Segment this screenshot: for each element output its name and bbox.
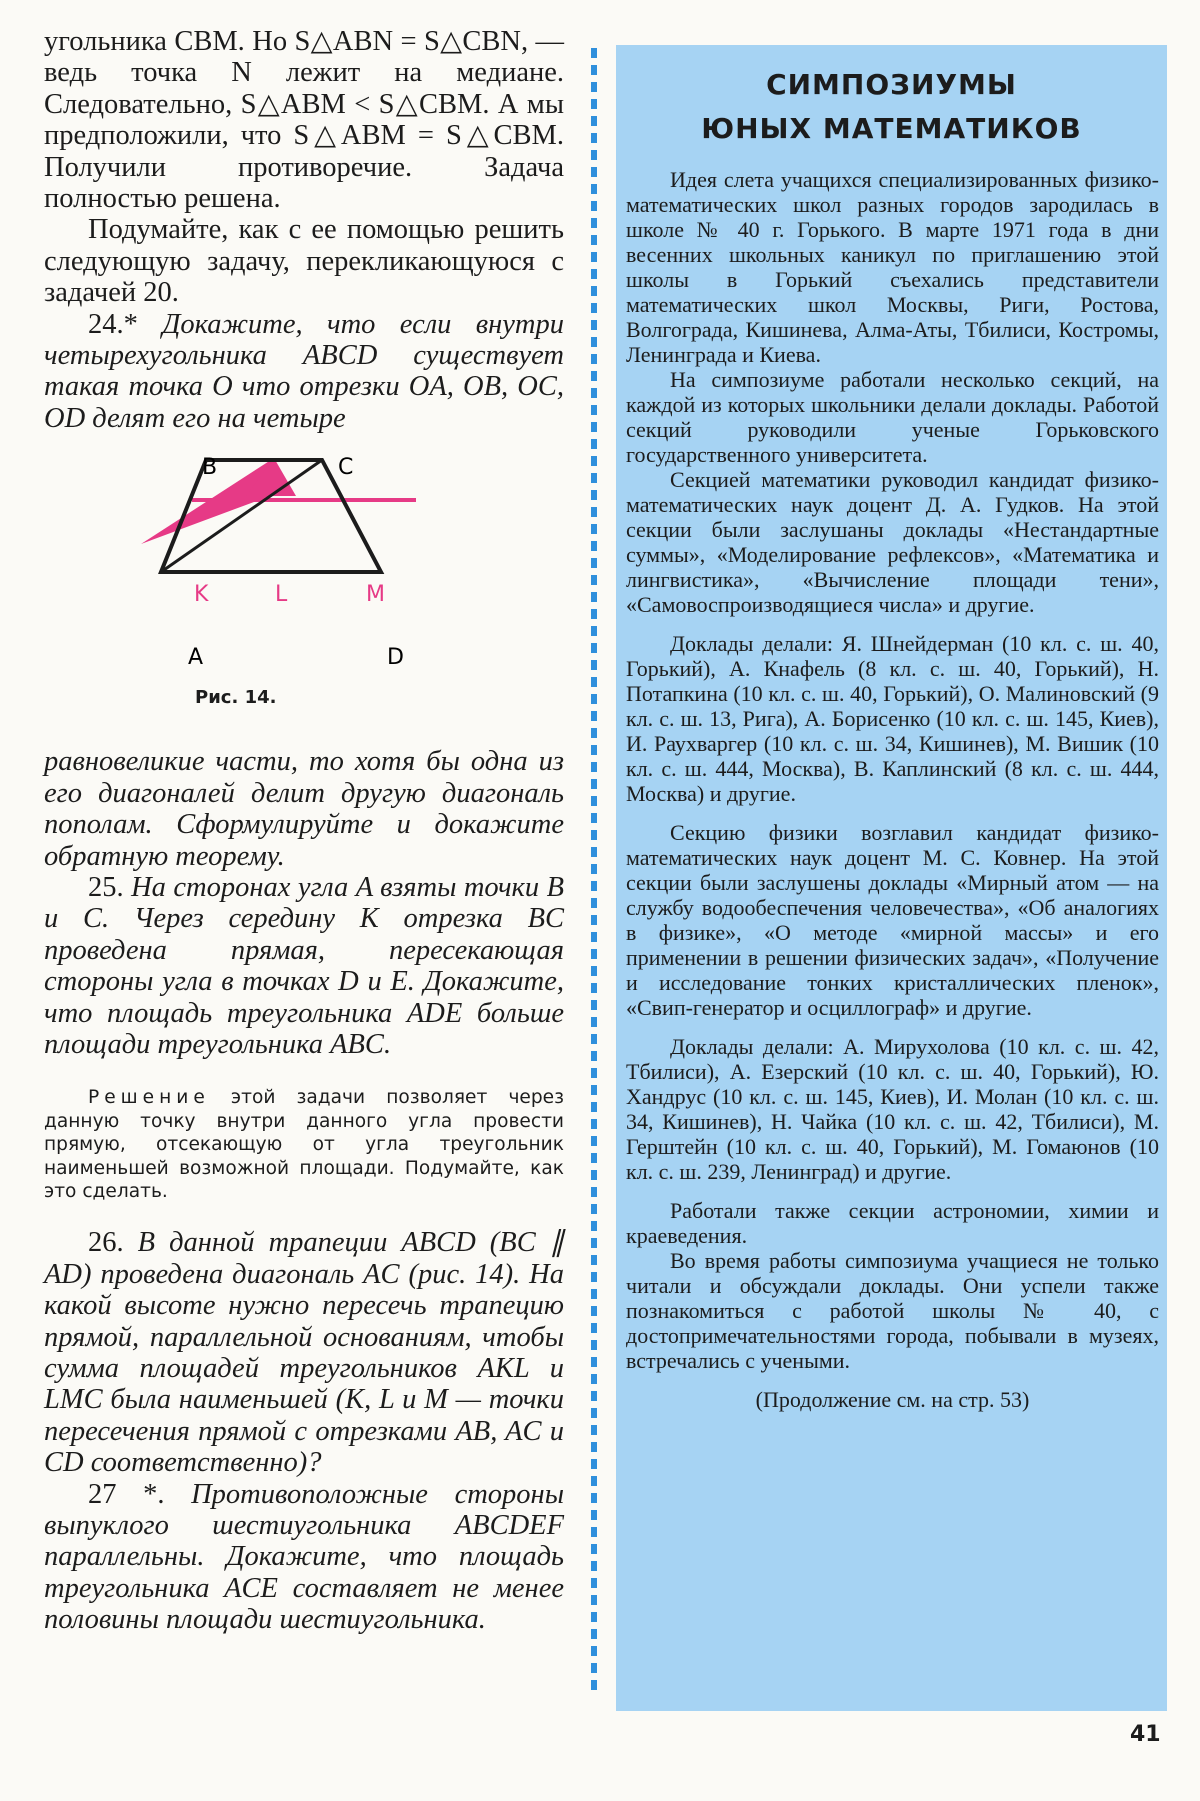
- panel-paragraph: Доклады делали: Я. Шнейдерман (10 кл. с. ш. 40, Горький), А. Кнафель (8 кл. с. ш. 40, Горький), Н. Потапкина (10 кл. с. ш. 40, Горький), О. Малиновский (9 кл. с. ш. 13, Рига), А. Борисенко (10 кл. с. ш. 145, Киев), И. Раухваргер (10 кл. с. ш. 34, Кишинев), М. Вишик (10 кл. с. ш. 444, Москва), В. Каплинский (8 кл. с. ш. 444, Москва) и другие.: [626, 631, 1159, 806]
- problem-27-number: 27 *.: [88, 1478, 165, 1510]
- problem-24-text: Докажите, что если внутри четырехугольника ABCD существует такая точка O что отрезки OA, OB, OC, OD делят его на четыре: [44, 308, 565, 434]
- label-k: K: [194, 582, 209, 608]
- panel-paragraph: Идея слета учащихся специализированных физико-математических школ разных городов зародилась в школе № 40 г. Горького. В марте 1971 года в дни весенних школьных каникул по приглашению этой школы в Горький съехались представители математических школ Москвы, Риги, Ростова, Волгограда, Кишинева, Алма-Аты, Тбилиси, Костромы, Ленинграда и Киева.: [626, 167, 1159, 367]
- page-number: 41: [1130, 1722, 1161, 1747]
- problem-24-number: 24.*: [88, 308, 138, 340]
- problem-26-text: В данной трапеции ABCD (BC ∥ AD) проведена диагональ AC (рис. 14). На какой высоте нужно пересечь трапецию прямой, параллельной основаниям, чтобы сумма площадей треугольников AKL и LMC была наименьшей (K, L и M — точки пересечения прямой с отрезками AB, AC и CD соответственно)?: [44, 1227, 565, 1479]
- problem-24: [44, 309, 564, 435]
- panel-title: [616, 63, 1167, 151]
- panel-title-line2: ЮНЫХ МАТЕМАТИКОВ: [701, 112, 1082, 145]
- solution-text: этой задачи позволяет через данную точку внутри данного угла провести прямую, отсекающую от угла треугольник наименьшей возможной площади. Подумайте, как это сделать.: [44, 1087, 564, 1202]
- problem-25-number: 25.: [88, 871, 124, 903]
- problem-26-number: 26.: [88, 1227, 124, 1259]
- label-b: B: [202, 455, 218, 481]
- figure-14: [44, 434, 564, 746]
- problem-27-text: Противоположные стороны выпуклого шестиугольника ABCDEF параллельны. Докажите, что площадь треугольника ACE составляет не менее половины площади шестиугольника.: [44, 1478, 564, 1636]
- think-paragraph: Подумайте, как с ее помощью решить следующую задачу, перекликающуюся с задачей 20.: [44, 214, 564, 309]
- panel-paragraph: Доклады делали: А. Мирухолова (10 кл. с. ш. 42, Тбилиси), А. Езерский (10 кл. с. ш. 40, Горький), Ю. Хандрус (10 кл. с. ш. 145, Киев), И. Молан (10 кл. с. ш. 34, Кишинев), Н. Чайка (10 кл. с. ш. 42, Тбилиси), М. Герштейн (10 кл. с. ш. 40, Горький), М. Гомаюнов (10 кл. с. ш. 239, Ленинград) и другие.: [626, 1034, 1159, 1184]
- problem-25-text: На сторонах угла A взяты точки B и C. Через середину K отрезка BC проведена прямая, пересекающая стороны угла в точках D и E. Докажите, что площадь треугольника ADE больше площади треугольника ABC.: [44, 871, 564, 1060]
- label-a: A: [188, 645, 204, 671]
- symposium-panel: [616, 45, 1167, 1711]
- left-column: [44, 26, 564, 1636]
- panel-body: [626, 167, 1159, 1412]
- figure-caption: Рис. 14.: [195, 687, 277, 709]
- panel-paragraph: Работали также секции астрономии, химии и краеведения.: [626, 1198, 1159, 1248]
- label-l: L: [275, 582, 288, 608]
- panel-paragraph: Во время работы симпозиума учащиеся не только читали и обсуждали доклады. Они успели также познакомиться с работой школы № 40, с достопримечательностями города, побывали в музеях, встречались с учеными.: [626, 1248, 1159, 1373]
- label-m: M: [366, 582, 385, 608]
- problem-27: [44, 1479, 564, 1636]
- panel-paragraph: Секцией математики руководил кандидат физико-математических наук доцент Д. А. Гудков. На этой секции были заслушаны доклады «Нестандартные суммы», «Моделирование рефлексов», «Математика и лингвистика», «Вычисление площади тени», «Самовоспроизводящиеся числа» и другие.: [626, 467, 1159, 617]
- intro-paragraph: угольника CBM. Но S△ABN = S△CBN, — ведь точка N лежит на медиане. Следовательно, S△ABM < S△CBM. А мы предположили, что S△ABM = S△CBM. Получили противоречие. Задача полностью решена.: [44, 26, 564, 215]
- solution-note: [44, 1086, 564, 1203]
- panel-paragraph: Секцию физики возглавил кандидат физико-математических наук доцент М. С. Ковнер. На этой секции были заслушены доклады «Мирный атом — на службу водообеспечения человечества», «Об аналогиях в физике», «О методе «мирной массы» и его применении в решении физических задач», «Получение и исследование тонких кристаллических пленок», «Свип-генератор и осциллограф» и другие.: [626, 820, 1159, 1020]
- label-d: D: [387, 645, 404, 671]
- panel-title-line1: СИМПОЗИУМЫ: [766, 68, 1017, 101]
- panel-paragraph: На симпозиуме работали несколько секций, на каждой из которых школьники делали доклады. Работой секций руководили ученые Горьковского государственного университета.: [626, 367, 1159, 467]
- dashed-divider: [591, 48, 597, 1696]
- problem-24-continued: равновеликие части, то хотя бы одна из его диагоналей делит другую диагональ пополам. Сформулируйте и докажите обратную теорему.: [44, 746, 564, 872]
- label-c: C: [338, 455, 354, 481]
- problem-26: [44, 1227, 564, 1478]
- trapezoid-figure: [44, 434, 564, 746]
- continued-note: (Продолжение см. на стр. 53): [755, 1387, 1030, 1412]
- problem-25: [44, 872, 564, 1060]
- solution-word: Решение: [88, 1087, 210, 1109]
